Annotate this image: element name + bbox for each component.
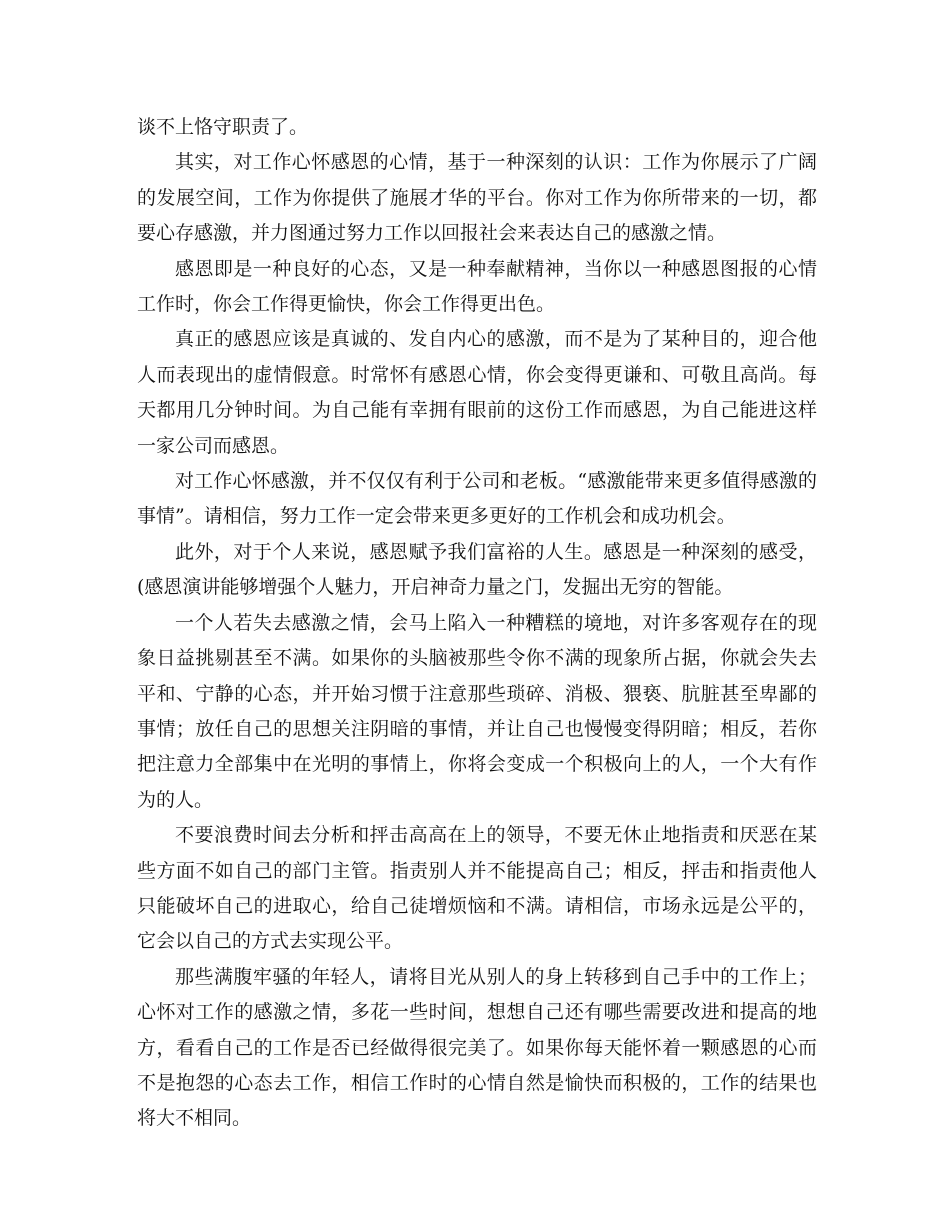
document-body <box>137 110 817 1137</box>
paragraph: 其实，对工作心怀感恩的心情，基于一种深刻的认识：工作为你展示了广阔的发展空间，工作为你提供了施展才华的平台。你对工作为你所带来的一切，都要心存感激，并力图通过努力工作以回报社会来表达自己的感激之情。 <box>137 151 817 245</box>
paragraph: 感恩即是一种良好的心态，又是一种奉献精神，当你以一种感恩图报的心情工作时，你会工作得更愉快，你会工作得更出色。 <box>137 257 817 316</box>
paragraph: 此外，对于个人来说，感恩赋予我们富裕的人生。感恩是一种深刻的感受，(感恩演讲能够增强个人魅力，开启神奇力量之门，发掘出无穷的智能。 <box>137 540 817 599</box>
paragraph: 谈不上恪守职责了。 <box>137 116 309 138</box>
paragraph: 一个人若失去感激之情，会马上陷入一种糟糕的境地，对许多客观存在的现象日益挑剔甚至不满。如果你的头脑被那些令你不满的现象所占据，你就会失去平和、宁静的心态，并开始习惯于注意那些琐碎、消极、猥亵、肮脏甚至卑鄙的事情；放任自己的思想关注阴暗的事情，并让自己也慢慢变得阴暗；相反，若你把注意力全部集中在光明的事情上，你将会变成一个积极向上的人，一个大有作为的人。 <box>137 611 817 811</box>
paragraph: 不要浪费时间去分析和抨击高高在上的领导，不要无休止地指责和厌恶在某些方面不如自己的部门主管。指责别人并不能提高自己；相反，抨击和指责他人只能破坏自己的进取心，给自己徒增烦恼和不满。请相信，市场永远是公平的，它会以自己的方式去实现公平。 <box>137 824 817 953</box>
paragraph: 真正的感恩应该是真诚的、发自内心的感激，而不是为了某种目的，迎合他人而表现出的虚情假意。时常怀有感恩心情，你会变得更谦和、可敬且高尚。每天都用几分钟时间。为自己能有幸拥有眼前的这份工作而感恩，为自己能进这样一家公司而感恩。 <box>137 328 817 457</box>
paragraph: 对工作心怀感激，并不仅仅有利于公司和老板。“感激能带来更多值得感激的事情”。请相信，努力工作一定会带来更多更好的工作机会和成功机会。 <box>137 470 817 528</box>
paragraph: 那些满腹牢骚的年轻人，请将目光从别人的身上转移到自己手中的工作上；心怀对工作的感激之情，多花一些时间，想想自己还有哪些需要改进和提高的地方，看看自己的工作是否已经做得很完美了。如果你每天能怀着一颗感恩的心而不是抱怨的心态去工作，相信工作时的心情自然是愉快而积极的，工作的结果也将大不相同。 <box>137 965 817 1130</box>
